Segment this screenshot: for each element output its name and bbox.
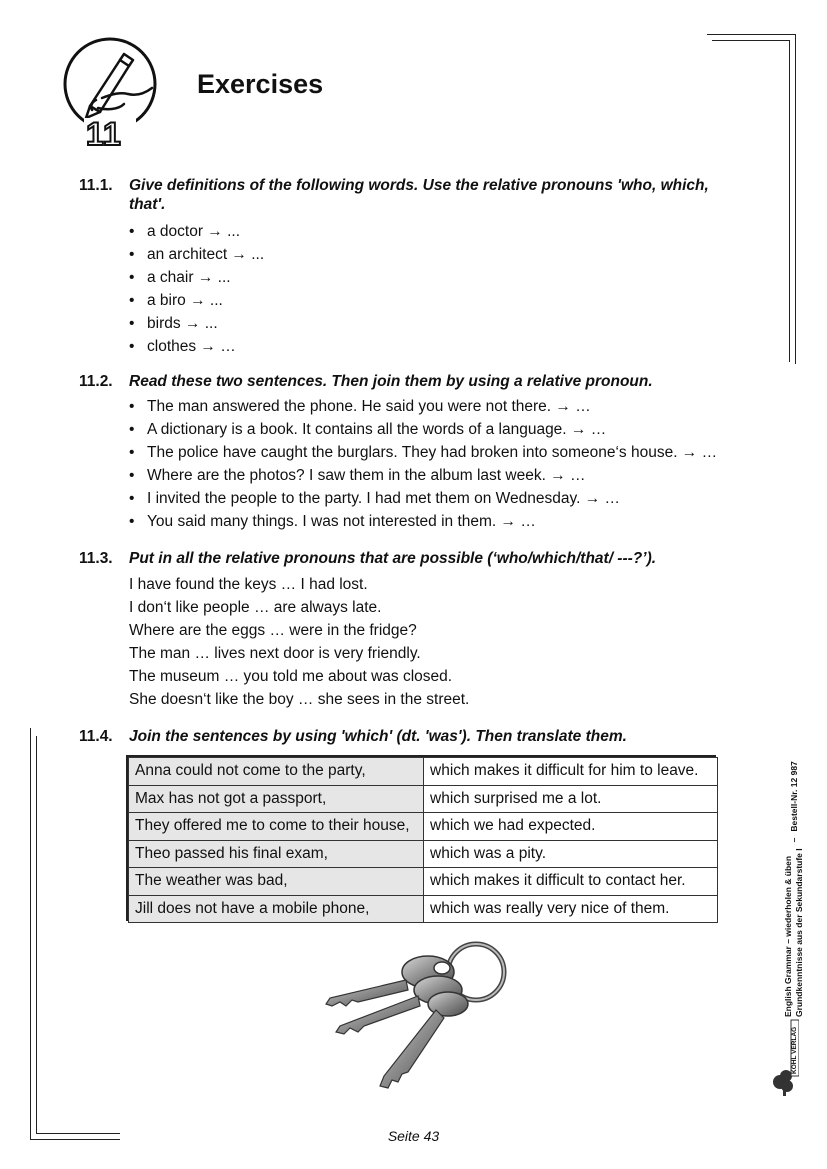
table-row [129, 868, 718, 896]
exercise-number: 11.3. [79, 550, 113, 567]
frame-left-v1 [30, 728, 31, 1140]
list-item: • a biro → ... [129, 289, 739, 312]
sentence-line: She doesn‘t like the boy … she sees in the street. [129, 691, 470, 708]
table-cell-right: which was a pity. [424, 840, 718, 868]
table-row [129, 758, 718, 786]
sentence-match-table [128, 757, 718, 923]
order-number: Bestell-Nr. 12 987 [788, 761, 799, 832]
list-item: • a chair → ... [129, 266, 739, 289]
frame-top-right-h2 [712, 40, 789, 41]
exercise-header [79, 727, 739, 746]
list-item: • The man answered the phone. He said you were not there. → … [129, 395, 739, 418]
table-row [129, 785, 718, 813]
table-cell-right: which was really very nice of them. [424, 895, 718, 923]
word-list [129, 220, 739, 358]
frame-left-v2 [36, 736, 37, 1134]
exercise-11-4 [79, 727, 739, 746]
sidebar-line-2: Grundkenntnisse aus der Sekundarstufe I [794, 848, 804, 1017]
table-cell-left: The weather was bad, [129, 868, 424, 896]
exercise-header [79, 176, 739, 214]
list-item: • an architect → ... [129, 243, 739, 266]
page-number: Seite 43 [387, 1128, 440, 1144]
exercise-instruction: Join the sentences by using 'which' (dt. 'was'). Then translate them. [129, 728, 627, 745]
exercise-instruction: Read these two sentences. Then join them by using a relative pronoun. [129, 373, 653, 390]
keys-icon [318, 936, 510, 1091]
table-cell-right: which makes it difficult to contact her. [424, 868, 718, 896]
list-item: • A dictionary is a book. It contains all the words of a language. → … [129, 418, 739, 441]
exercise-instruction: Give definitions of the following words. Use the relative pronouns 'who, which, that'. [129, 177, 709, 213]
list-item: • clothes → … [129, 335, 739, 358]
exercise-11-2 [79, 372, 739, 533]
chapter-logo [62, 36, 160, 154]
list-item: • The police have caught the burglars. They had broken into someone‘s house. → … [129, 441, 739, 464]
table-cell-left: Jill does not have a mobile phone, [129, 895, 424, 923]
table-row [129, 840, 718, 868]
frame-top-right-h1 [707, 34, 795, 35]
table-cell-right: which surprised me a lot. [424, 785, 718, 813]
table-cell-right: which makes it difficult for him to leave. [424, 758, 718, 786]
sidebar-text [779, 712, 809, 1017]
frame-right-v1 [795, 34, 796, 364]
page-title: Exercises [197, 69, 324, 99]
exercise-11-1 [79, 176, 739, 358]
list-item: • I invited the people to the party. I had met them on Wednesday. → … [129, 487, 739, 510]
list-item: • Where are the photos? I saw them in the album last week. → … [129, 464, 739, 487]
sentence-line: The museum … you told me about was closed. [129, 668, 453, 685]
sentence-lines [129, 573, 739, 711]
sidebar-line-1: English Grammar – wiederholen & üben [783, 855, 793, 1017]
frame-right-v2 [789, 40, 790, 362]
chapter-number: 11 [86, 116, 122, 152]
list-item: • birds → ... [129, 312, 739, 335]
exercise-header [79, 372, 739, 391]
list-item: • You said many things. I was not interested in them. → … [129, 510, 739, 533]
exercise-number: 11.4. [79, 728, 113, 745]
table-row [129, 813, 718, 841]
list-item: • a doctor → ... [129, 220, 739, 243]
publisher-logo [771, 1018, 799, 1096]
sidebar-separator: – [788, 837, 799, 843]
sentence-line: The man … lives next door is very friendly. [129, 645, 421, 662]
exercise-instruction: Put in all the relative pronouns that are possible (‘who/which/that/ ---?’). [129, 550, 657, 567]
table-row [129, 895, 718, 923]
sentence-list [129, 395, 739, 533]
table-cell-left: Max has not got a passport, [129, 785, 424, 813]
exercise-header [79, 549, 739, 568]
table-cell-left: Anna could not come to the party, [129, 758, 424, 786]
exercise-number: 11.1. [79, 177, 113, 194]
sidebar-imprint [779, 712, 804, 1017]
sentence-line: Where are the eggs … were in the fridge? [129, 622, 417, 639]
sentence-line: I have found the keys … I had lost. [129, 576, 368, 593]
sentence-line: I don‘t like people … are always late. [129, 599, 382, 616]
exercise-11-3 [79, 549, 739, 711]
keys-illustration [318, 936, 510, 1091]
table-cell-right: which we had expected. [424, 813, 718, 841]
publisher-name: KOHL VERLAG [791, 1026, 798, 1074]
exercise-number: 11.2. [79, 373, 113, 390]
table-cell-left: They offered me to come to their house, [129, 813, 424, 841]
table-cell-left: Theo passed his final exam, [129, 840, 424, 868]
